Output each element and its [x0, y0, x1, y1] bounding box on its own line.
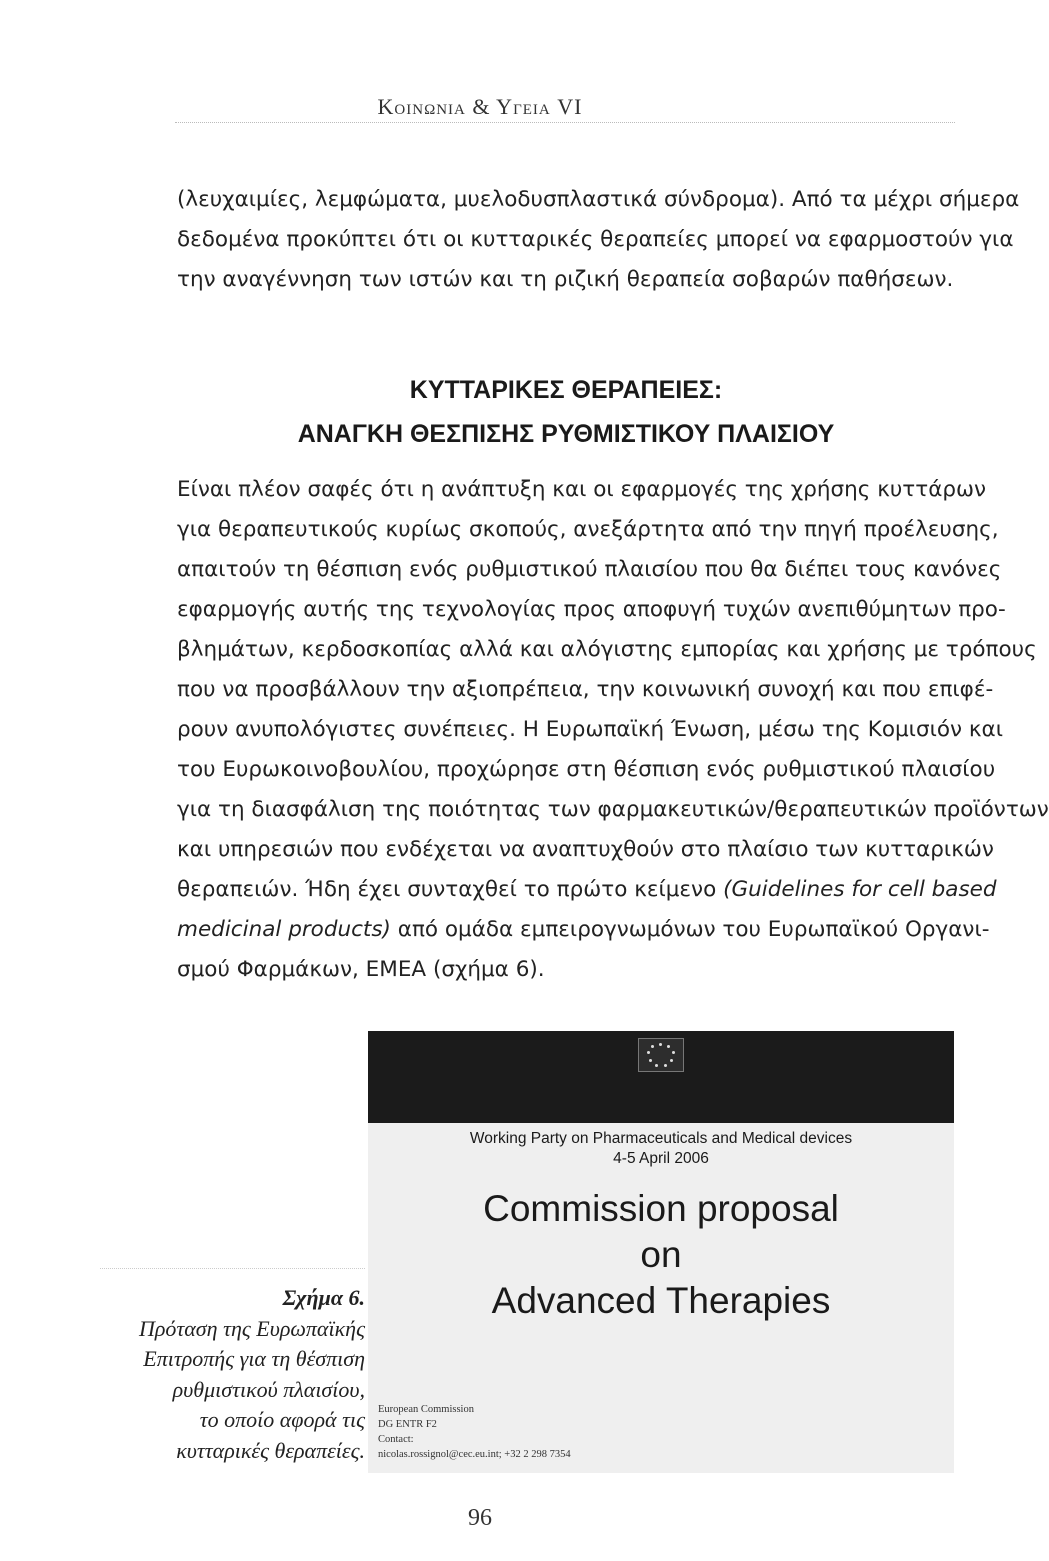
text-line: [177, 910, 990, 950]
italic-title-run: medicinal products): [177, 917, 391, 942]
text-line: απαιτούν τη θέσπιση ενός ρυθμιστικού πλαισίου που θα διέπει τους κανόνες: [177, 557, 1002, 582]
text-line: για τη διασφάλιση της ποιότητας των φαρμακευτικών/θεραπευτικών προϊόντων: [177, 797, 1049, 822]
slide-contact-line: DG ENTR F2: [378, 1419, 437, 1430]
slide-title-line: on: [640, 1234, 682, 1275]
caption-line: Επιτροπής για τη θέσπιση: [143, 1346, 365, 1371]
figure-slide-image: [368, 1031, 954, 1473]
slide-title-line: Commission proposal: [483, 1188, 839, 1229]
page-number: 96: [468, 1505, 492, 1531]
text-line: που να προσβάλλουν την αξιοπρέπεια, την κοινωνική συνοχή και που επιφέ-: [177, 677, 994, 702]
slide-contact-block: [378, 1402, 571, 1462]
text-line: για θεραπευτικούς κυρίως σκοπούς, ανεξάρτητα από την πηγή προέλευσης,: [177, 517, 999, 542]
intro-paragraph: [177, 180, 1020, 300]
running-header: Κοινωνια & Υγεια VI: [377, 94, 583, 119]
text-line: ρουν ανυπολόγιστες συνέπειες. Η Ευρωπαϊκή Ένωση, μέσω της Κομισιόν και: [177, 717, 1003, 742]
slide-contact-line: Contact:: [378, 1434, 414, 1445]
text-run: θεραπειών. Ήδη έχει συνταχθεί το πρώτο κείμενο: [177, 877, 724, 902]
caption-line: το οποίο αφορά τις: [199, 1407, 365, 1432]
caption-line: ρυθμιστικού πλαισίου,: [172, 1376, 365, 1402]
caption-line: κυτταρικές θεραπείες.: [176, 1437, 365, 1463]
text-line: βλημάτων, κερδοσκοπίας αλλά και αλόγιστης εμπορίας και χρήσης με τρόπους: [177, 637, 1037, 662]
slide-contact-line: nicolas.rossignol@cec.eu.int; +32 2 298 7354: [378, 1449, 571, 1460]
text-line: Είναι πλέον σαφές ότι η ανάπτυξη και οι εφαρμογές της χρήσης κυττάρων: [177, 477, 987, 502]
text-line: [177, 870, 997, 910]
header-divider: [175, 122, 955, 123]
section-heading: [177, 368, 955, 456]
eu-flag-icon: [638, 1038, 684, 1072]
text-line: του Ευρωκοινοβουλίου, προχώρησε στη θέσπιση ενός ρυθμιστικού πλαισίου: [177, 757, 996, 782]
slide-meeting-info: [368, 1129, 954, 1169]
caption-line: Πρόταση της Ευρωπαϊκής: [138, 1315, 365, 1341]
text-run: από ομάδα εμπειρογνωμόνων του Ευρωπαϊκού Οργανι-: [390, 917, 990, 942]
figure-caption: [100, 1283, 365, 1466]
text-line: (λευχαιμίες, λεμφώματα, μυελοδυσπλαστικά σύνδρομα). Από τα μέχρι σήμερα: [177, 187, 1020, 212]
section-heading-line-1: ΚΥΤΤΑΡΙΚΕΣ ΘΕΡΑΠΕΙΕΣ:: [409, 376, 723, 404]
slide-title-line: Advanced Therapies: [491, 1280, 831, 1321]
slide-contact-line: European Commission: [378, 1404, 474, 1415]
slide-date: 4-5 April 2006: [613, 1150, 709, 1167]
caption-divider: [100, 1268, 365, 1269]
italic-title-run: (Guidelines for cell based: [723, 877, 997, 902]
text-line: εφαρμογής αυτής της τεχνολογίας προς αποφυγή τυχών ανεπιθύμητων προ-: [177, 597, 1006, 622]
text-line: σμού Φαρμάκων, ΕΜΕΑ (σχήμα 6).: [177, 957, 545, 982]
section-heading-line-2: ΑΝΑΓΚΗ ΘΕΣΠΙΣΗΣ ΡΥΘΜΙΣΤΙΚΟΥ ΠΛΑΙΣΙΟΥ: [297, 420, 835, 448]
slide-working-party: Working Party on Pharmaceuticals and Medical devices: [469, 1130, 853, 1147]
text-line: την αναγέννηση των ιστών και τη ριζική θεραπεία σοβαρών παθήσεων.: [177, 267, 954, 292]
figure-label: Σχήμα 6.: [282, 1285, 365, 1310]
body-paragraph: [177, 470, 1049, 990]
slide-title: [368, 1186, 954, 1324]
text-line: δεδομένα προκύπτει ότι οι κυτταρικές θεραπείες μπορεί να εφαρμοστούν για: [177, 227, 1014, 252]
text-line: και υπηρεσιών που ενδέχεται να αναπτυχθούν στο πλαίσιο των κυτταρικών: [177, 837, 994, 862]
slide-header-band: [368, 1031, 954, 1123]
